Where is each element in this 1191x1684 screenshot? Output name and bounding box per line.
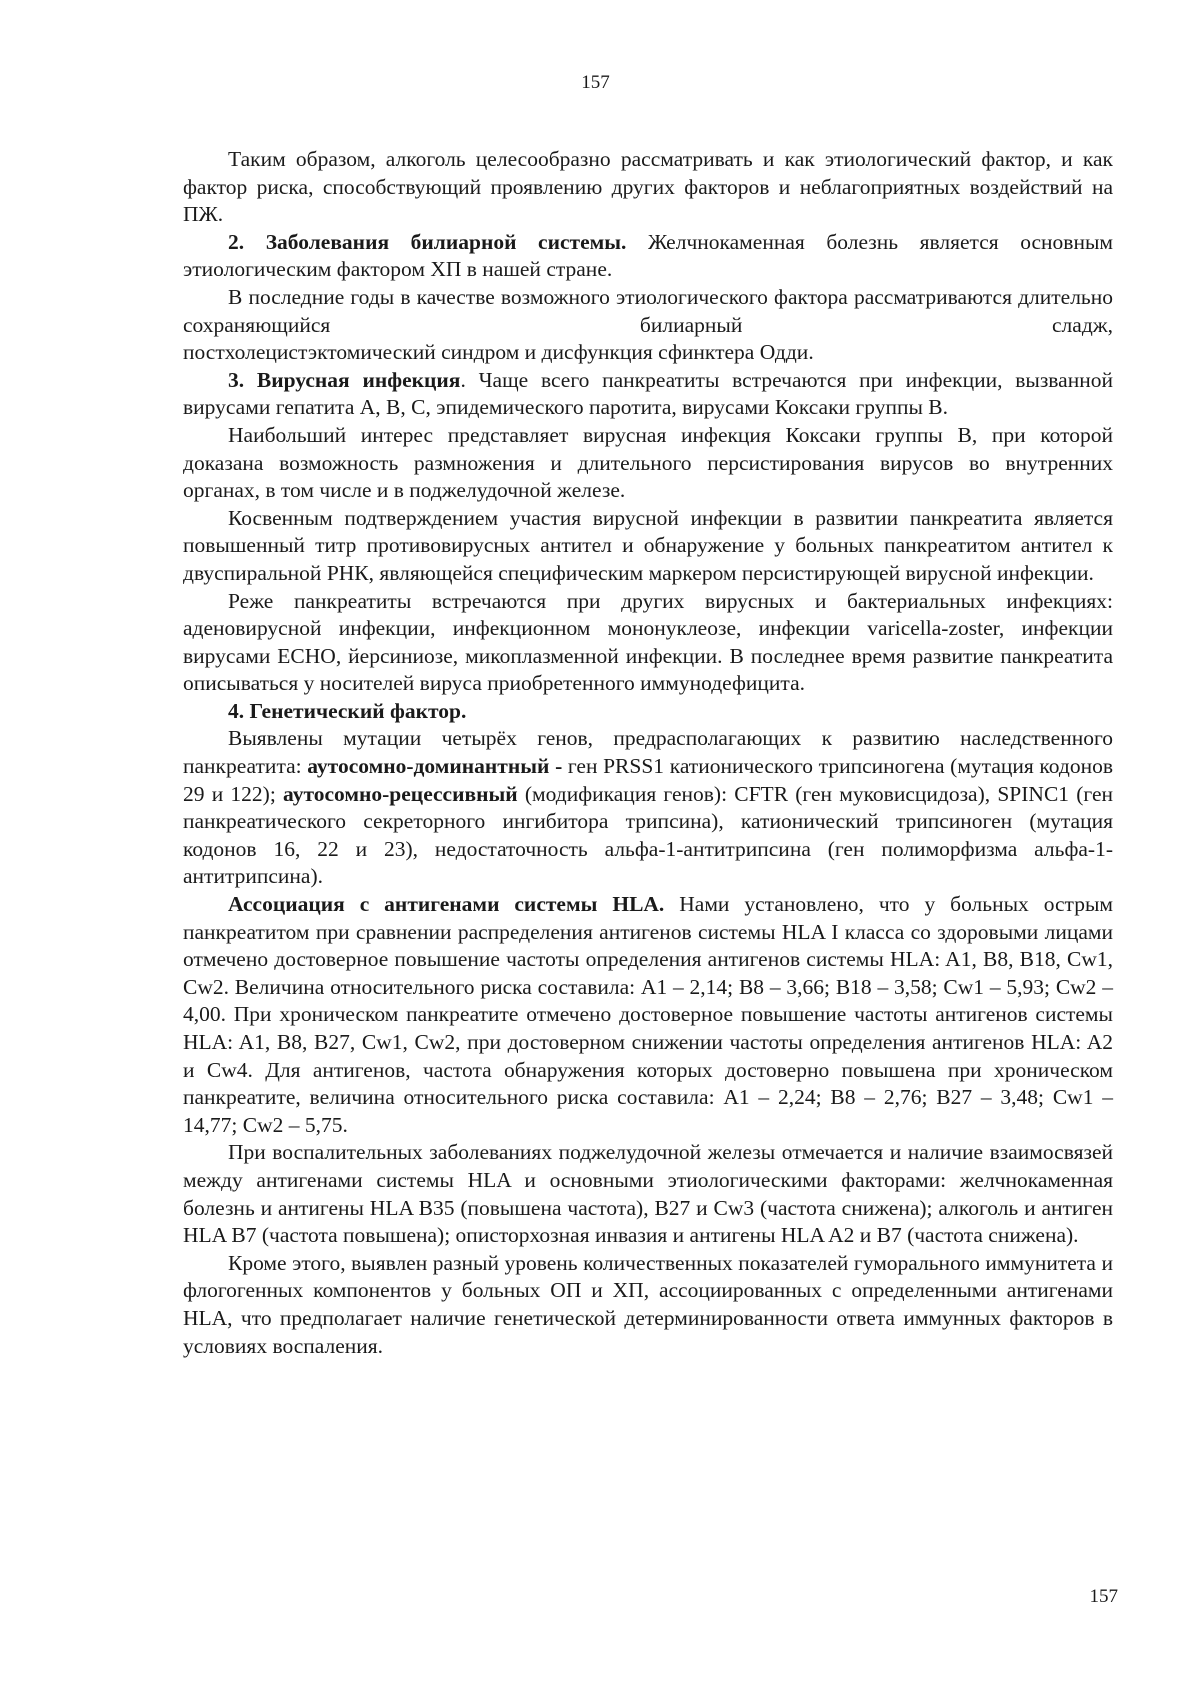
- paragraph-recent-years-line2: постхолецистэктомический синдром и дисфункция сфинктера Одди.: [183, 340, 814, 365]
- term-autosomal-dominant: аутосомно-доминантный -: [307, 754, 563, 779]
- paragraph-hla-association: Ассоциация с антигенами системы HLA. Нами установлено, что у больных острым панкреатитом при сравнении распределения антигенов системы HLA I класса со здоровыми лицами отмечено достоверное повышение частоты определения антигенов системы HLA: A1, B8, B18, Cw1, Cw2. Величина относительного риска составила: A1 – 2,14; B8 – 3,66; B18 – 3,58; Cw1 – 5,93; Cw2 – 4,00. При хроническом панкреатите отмечено достоверное повышение частоты антигенов системы HLA: A1, B8, B27, Cw1, Cw2, при достоверном снижении частоты определения антигенов HLA: A2 и Cw4. Для антигенов, частота обнаружения которых достоверно повышена при хроническом панкреатите, величина относительного риска составила: A1 – 2,24; B8 – 2,76; B27 – 3,48; Cw1 – 14,77; Cw2 – 5,75.: [183, 892, 1113, 1137]
- paragraph-humoral-immunity: Кроме этого, выявлен разный уровень количественных показателей гуморального иммунитета и флогогенных компонентов у больных ОП и ХП, ассоциированных с определенными антигенами HLA, что предполагает наличие генетической детерминированности ответа иммунных факторов в условиях воспаления.: [183, 1250, 1113, 1358]
- paragraph-viral-infection: [183, 367, 1113, 422]
- paragraph-alcohol-conclusion: Таким образом, алкоголь целесообразно рассматривать и как этиологический фактор, и как фактор риска, способствующий проявлению других факторов и неблагоприятных воздействий на ПЖ.: [183, 147, 1113, 227]
- page-number-top: 157: [581, 72, 610, 93]
- section-heading-hla: Ассоциация с антигенами системы HLA.: [228, 892, 665, 917]
- paragraph-biliary-system: [183, 229, 1113, 284]
- paragraph-text: . Чаще всего панкреатиты встречаются при инфекции, вызванной вирусами гепатита А, В, С, эпидемического паротита, вирусами Коксаки группы В.: [183, 367, 1113, 420]
- term-autosomal-recessive: аутосомно-рецессивный: [283, 781, 518, 806]
- section-heading-viral: 3. Вирусная инфекция: [228, 367, 461, 392]
- paragraph-indirect-evidence: Косвенным подтверждением участия вирусной инфекции в развитии панкреатита является повышенный титр противовирусных антител и обнаружение у больных панкреатитом антител к двуспиральной РНК, являющейся специфическим маркером персистирующей вирусной инфекции.: [183, 505, 1113, 585]
- paragraph-inflammatory-hla: При воспалительных заболеваниях поджелудочной железы отмечается и наличие взаимосвязей между антигенами системы HLA и основными этиологическими факторами: желчнокаменная болезнь и антигены HLA B35 (повышена частота), B27 и Cw3 (частота снижена); алкоголь и антиген HLA B7 (частота повышена); описторхозная инвазия и антигены HLA A2 и B7 (частота снижена).: [183, 1140, 1113, 1248]
- paragraph-gene-mutations: Выявлены мутации четырёх генов, предрасполагающих к развитию наследственного панкреатита: аутосомно-доминантный - ген PRSS1 катионического трипсиногена (мутация кодонов 29 и 122); аутосомно-рецессивный (модификация генов): CFTR (ген муковисцидоза), SPINC1 (ген панкреатического секреторного ингибитора трипсина), катионический трипсиноген (мутация кодонов 16, 22 и 23), недостаточность альфа-1-антитрипсина (ген полиморфизма альфа-1-антитрипсина).: [183, 726, 1114, 889]
- section-heading-biliary: 2. Заболевания билиарной системы.: [228, 229, 627, 254]
- page-number-bottom: 157: [1089, 1586, 1118, 1607]
- paragraph-other-infections: Реже панкреатиты встречаются при других вирусных и бактериальных инфекциях: аденовирусной инфекции, инфекционном мононуклеозе, инфекции varicella-zoster, инфекции вирусами ЕСНО, йерсиниозе, микоплазменной инфекции. В последнее время развитие панкреатита описываться у носителей вируса приобретенного иммунодефицита.: [183, 588, 1113, 696]
- paragraph-recent-years-line1: В последние годы в качестве возможного этиологического фактора рассматриваются длительно сохраняющийся билиарный сладж,: [183, 284, 1113, 337]
- paragraph-coxsackie: Наибольший интерес представляет вирусная инфекция Коксаки группы В, при которой доказана возможность размножения и длительного персистирования вирусов во внутренних органах, в том числе и в поджелудочной железе.: [183, 422, 1113, 503]
- section-heading-genetic: 4. Генетический фактор.: [228, 698, 467, 723]
- body-text: [183, 146, 1113, 1360]
- paragraph-text: Желчнокаменная болезнь является основным этиологическим фактором ХП в нашей стране.: [183, 229, 1114, 282]
